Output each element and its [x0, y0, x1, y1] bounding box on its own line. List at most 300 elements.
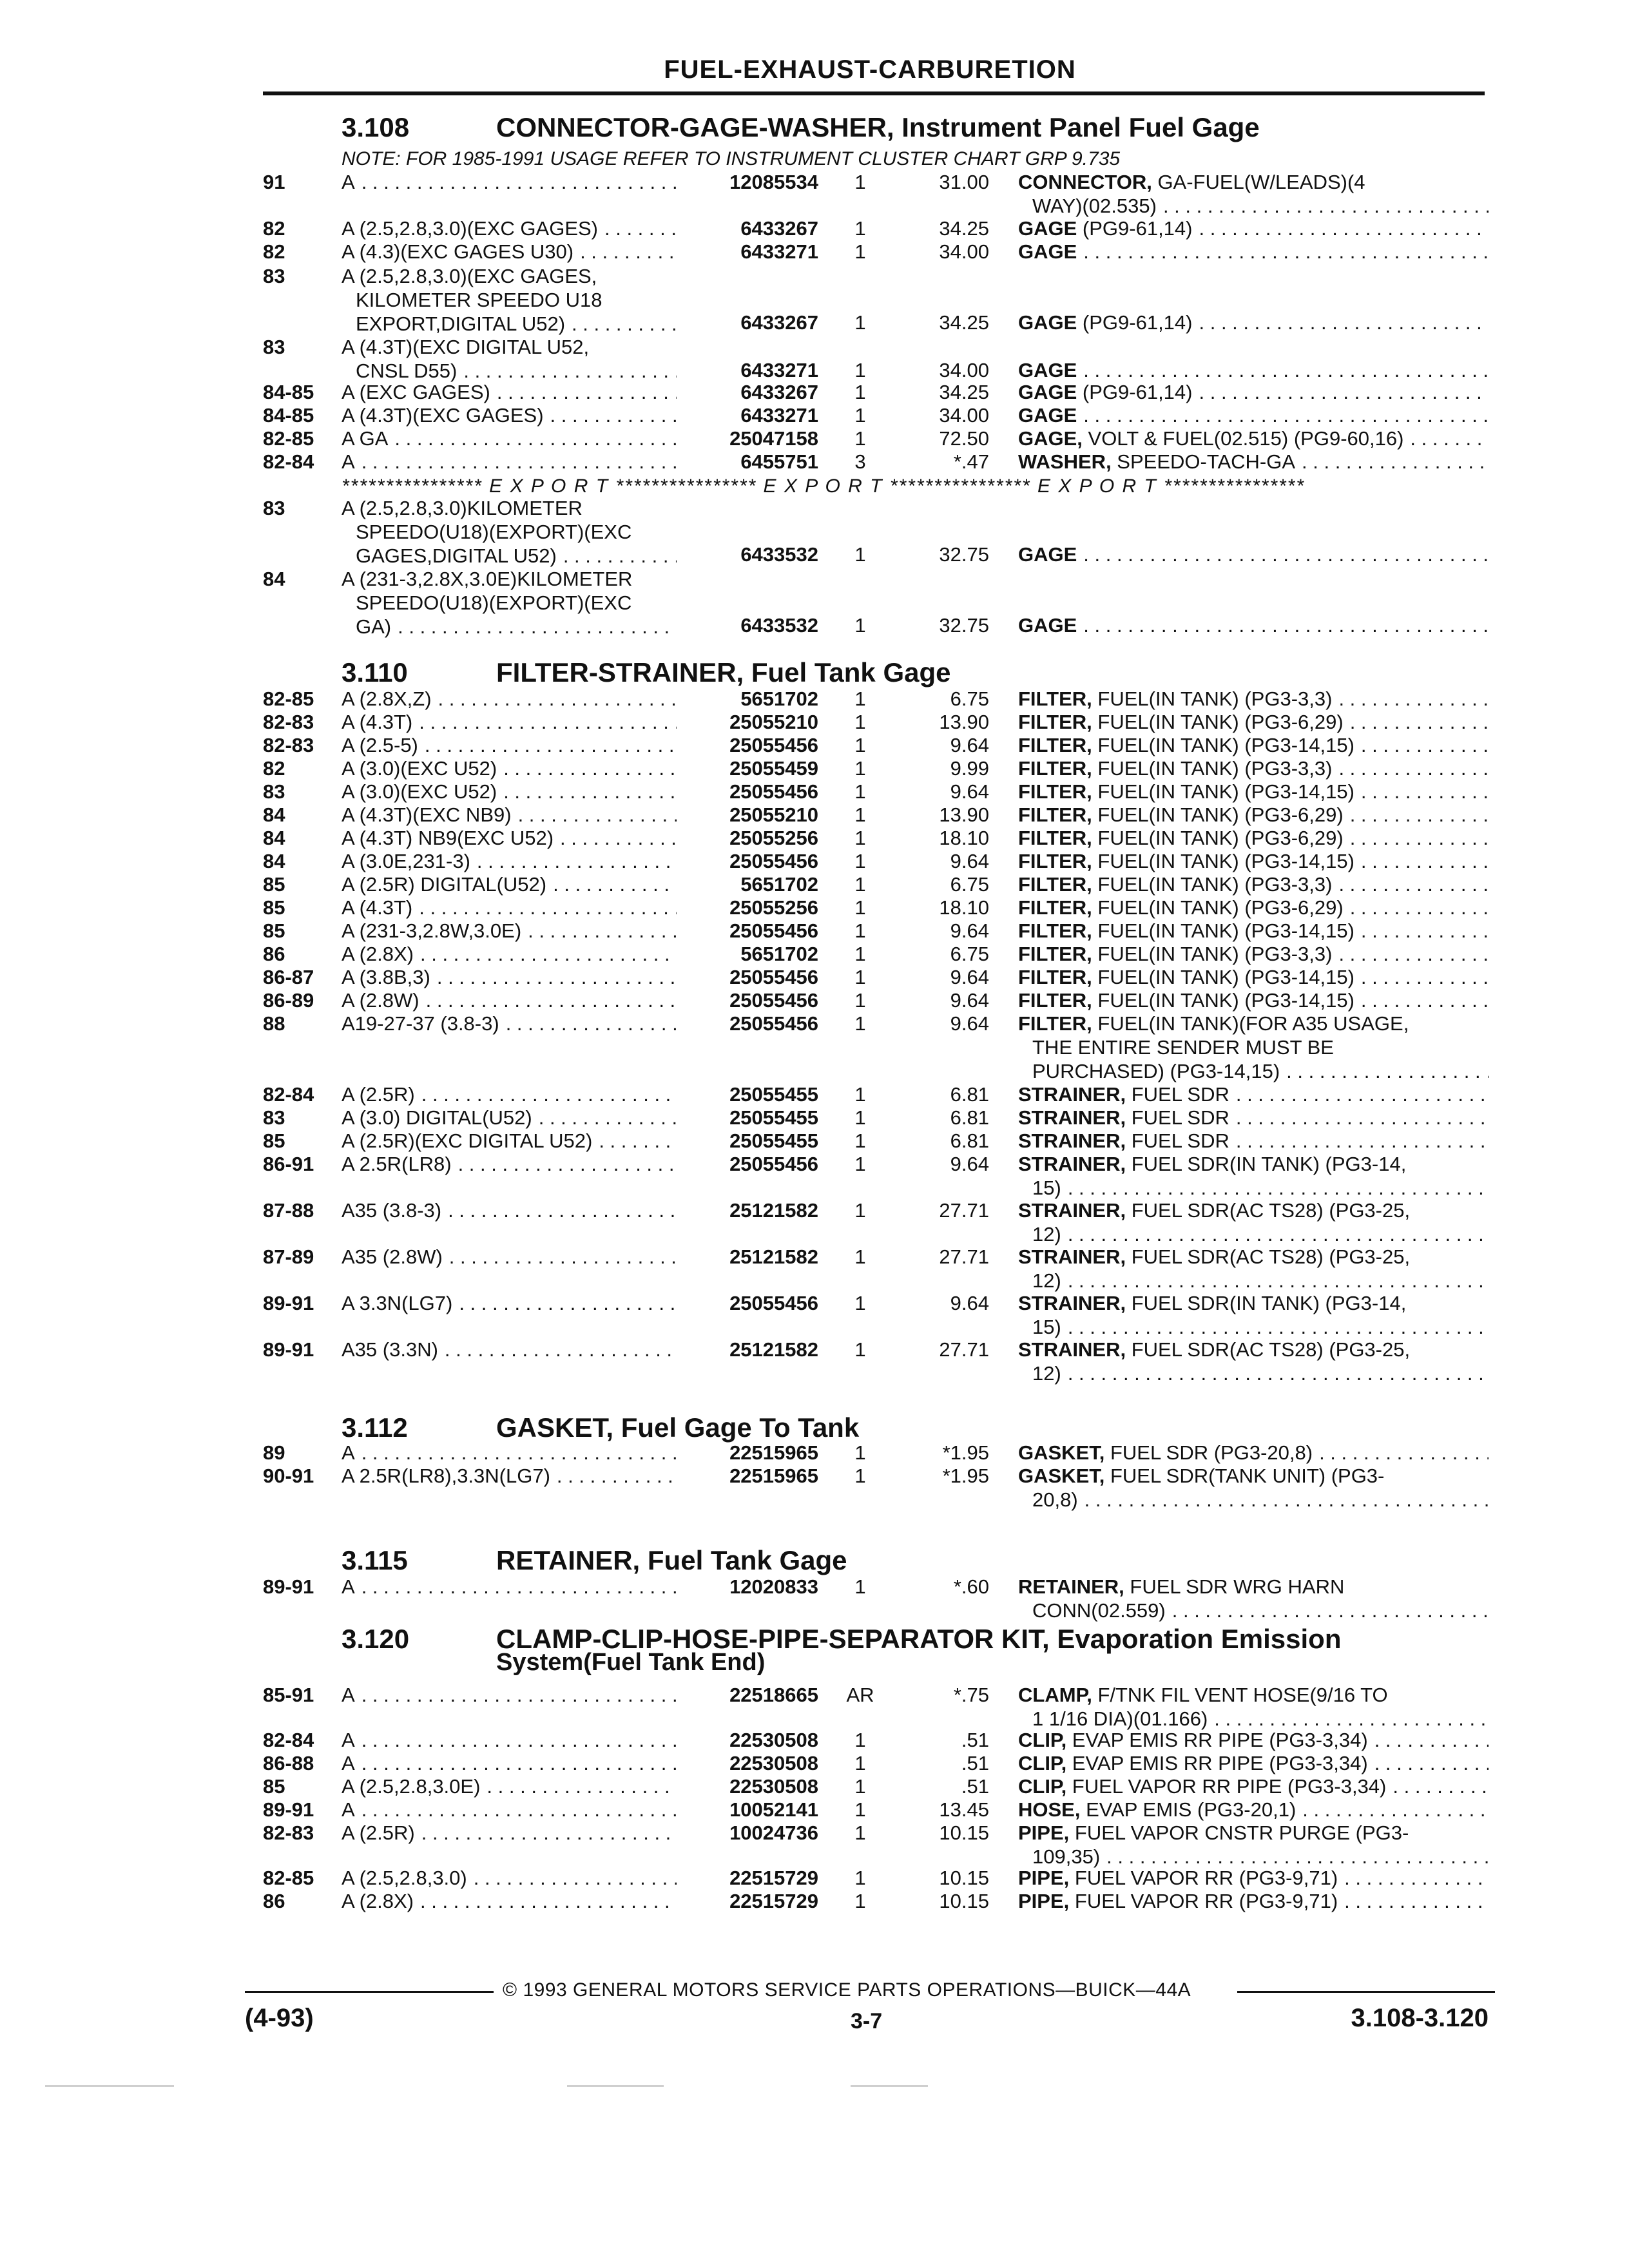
model-years: 89-91 — [263, 1575, 314, 1598]
model-years: 82-85 — [263, 687, 314, 710]
description-text: 109,35) — [1032, 1845, 1101, 1868]
part-number: 5651702 — [740, 943, 818, 965]
part-number: 22515729 — [729, 1890, 818, 1912]
price: 13.90 — [939, 711, 989, 733]
dot-leader — [503, 780, 677, 803]
description-line — [1018, 1599, 1489, 1622]
description-text: (PG9-61,14) — [1077, 311, 1193, 334]
description — [1018, 756, 1489, 780]
description-text: FUEL SDR(IN TANK) (PG3-14, — [1126, 1292, 1407, 1314]
description — [1018, 403, 1489, 427]
part-number: 25055455 — [729, 1106, 818, 1129]
part-name: STRAINER, — [1018, 1083, 1126, 1106]
description-text: FUEL SDR — [1126, 1083, 1229, 1106]
description-line — [1018, 427, 1489, 450]
application-line — [342, 896, 677, 919]
part-number: 6433267 — [740, 311, 818, 334]
dot-leader — [1361, 919, 1489, 943]
model-years: 85 — [263, 1775, 285, 1798]
part-number: 22515729 — [729, 1867, 818, 1889]
description-text: FUEL VAPOR RR (PG3-9,71) — [1069, 1867, 1338, 1889]
quantity: 1 — [854, 1575, 866, 1598]
part-number: 12085534 — [729, 171, 818, 193]
model-years: 84 — [263, 850, 285, 872]
dot-leader — [394, 427, 677, 450]
application-line — [342, 710, 677, 734]
quantity: 1 — [854, 1338, 866, 1361]
application-line-text: A (231-3,2.8W,3.0E) — [342, 919, 522, 942]
application — [342, 496, 677, 568]
description — [1018, 1338, 1489, 1385]
model-years: 82-83 — [263, 711, 314, 733]
application-line — [342, 1464, 677, 1488]
price: 10.15 — [939, 1890, 989, 1912]
application-line-text: A35 (3.8-3) — [342, 1199, 442, 1222]
part-name: HOSE, — [1018, 1798, 1081, 1821]
application-line — [342, 1683, 677, 1707]
quantity: 1 — [854, 966, 866, 988]
quantity: 1 — [854, 873, 866, 896]
description-line — [1018, 872, 1489, 896]
part-number: 25055256 — [729, 896, 818, 919]
application-line — [342, 450, 677, 474]
application — [342, 1245, 677, 1269]
quantity: 1 — [854, 1199, 866, 1222]
application-line — [342, 1821, 677, 1845]
scan-artifact — [45, 2085, 174, 2087]
application — [342, 450, 677, 474]
description-line — [1018, 450, 1489, 474]
application-line — [342, 591, 677, 615]
application — [342, 988, 677, 1012]
quantity: 1 — [854, 803, 866, 826]
quantity: 1 — [854, 896, 866, 919]
dot-leader — [503, 756, 677, 780]
dot-leader — [420, 1889, 677, 1913]
dot-leader — [1350, 896, 1489, 919]
description-line — [1018, 1035, 1489, 1059]
application-line — [342, 170, 677, 194]
price: 9.64 — [950, 966, 989, 988]
application — [342, 380, 677, 404]
quantity: 1 — [854, 1890, 866, 1912]
application — [342, 1198, 677, 1222]
description-line — [1018, 1728, 1489, 1752]
price: 13.45 — [939, 1798, 989, 1821]
dot-leader — [445, 1338, 677, 1361]
description-text: FUEL(IN TANK) (PG3-6,29) — [1092, 827, 1344, 849]
dot-leader — [1350, 803, 1489, 827]
price: .51 — [961, 1729, 989, 1751]
quantity: 1 — [854, 943, 866, 965]
application-line-text: CNSL D55) — [356, 360, 458, 382]
part-name: CONNECTOR, — [1018, 171, 1152, 193]
description — [1018, 1152, 1489, 1200]
part-name: GAGE, — [1018, 427, 1083, 450]
dot-leader — [557, 1464, 677, 1488]
quantity: 1 — [854, 1153, 866, 1175]
description-line — [1018, 1464, 1489, 1488]
application-line-text: EXPORT,DIGITAL U52) — [356, 312, 566, 335]
dot-leader — [1361, 965, 1489, 989]
description-text: FUEL SDR(TANK UNIT) (PG3- — [1104, 1465, 1385, 1487]
dot-leader — [550, 403, 677, 427]
description — [1018, 733, 1489, 757]
quantity: 1 — [854, 1752, 866, 1774]
part-name: STRAINER, — [1018, 1199, 1126, 1222]
application-line — [342, 216, 677, 240]
description-text: FUEL SDR(AC TS28) (PG3-25, — [1126, 1338, 1411, 1361]
application-line — [342, 1338, 677, 1361]
scan-artifact — [567, 2085, 664, 2087]
application-line-text: A (231-3,2.8X,3.0E)KILOMETER — [342, 568, 633, 590]
part-name: PIPE, — [1018, 1890, 1070, 1912]
description — [1018, 427, 1489, 450]
application — [342, 687, 677, 711]
dot-leader — [1068, 1222, 1489, 1246]
dot-leader — [1068, 1176, 1489, 1200]
export-label: E X P O R T — [1037, 476, 1164, 497]
quantity: 1 — [854, 1083, 866, 1106]
price: 6.75 — [950, 873, 989, 896]
price: 34.25 — [939, 311, 989, 334]
application-line — [342, 1129, 677, 1153]
application-line — [342, 803, 677, 827]
description-line — [1018, 1441, 1489, 1465]
application-line — [342, 1106, 677, 1129]
description-text: FUEL(IN TANK) (PG3-14,15) — [1092, 989, 1354, 1012]
description — [1018, 1129, 1489, 1153]
part-name: GAGE — [1018, 404, 1077, 427]
application — [342, 1866, 677, 1890]
quantity: 1 — [854, 311, 866, 334]
model-years: 82-83 — [263, 734, 314, 756]
application — [342, 427, 677, 450]
dot-leader — [361, 1728, 677, 1752]
dot-leader — [459, 1291, 677, 1315]
application-line — [342, 919, 677, 943]
application-line — [342, 687, 677, 711]
description-line — [1018, 803, 1489, 827]
description — [1018, 780, 1489, 803]
application-line-text: A (2.8X,Z) — [342, 687, 432, 710]
description-line — [1018, 1575, 1489, 1599]
dot-leader — [1214, 1707, 1489, 1731]
part-name: FILTER, — [1018, 711, 1092, 733]
application — [342, 849, 677, 873]
description — [1018, 965, 1489, 989]
application — [342, 335, 677, 383]
part-name: RETAINER, — [1018, 1575, 1124, 1598]
part-number: 22530508 — [729, 1775, 818, 1798]
application-line — [342, 1866, 677, 1890]
dot-leader — [1083, 543, 1489, 566]
dot-leader — [1172, 1599, 1489, 1622]
section-heading: CONNECTOR-GAGE-WASHER, Instrument Panel Fuel Gage — [496, 112, 1260, 142]
dot-leader — [572, 312, 677, 336]
application-line — [342, 1575, 677, 1599]
application — [342, 1464, 677, 1488]
model-years: 89-91 — [263, 1798, 314, 1821]
application — [342, 710, 677, 734]
description — [1018, 803, 1489, 827]
description-text: GA-FUEL(W/LEADS)(4 — [1152, 171, 1365, 193]
description-text: FUEL(IN TANK) (PG3-14,15) — [1092, 966, 1354, 988]
description-text: FUEL(IN TANK) (PG3-6,29) — [1092, 711, 1344, 733]
dot-leader — [1319, 1441, 1489, 1465]
description — [1018, 1441, 1489, 1465]
description-text: EVAP EMIS RR PIPE (PG3-3,34) — [1066, 1752, 1368, 1774]
part-number: 6455751 — [740, 450, 818, 473]
application-line-text: A (2.5R)(EXC DIGITAL U52) — [342, 1129, 593, 1152]
dot-leader — [1338, 942, 1489, 966]
model-years: 82-84 — [263, 450, 314, 473]
application-line-text: A (2.5,2.8,3.0E) — [342, 1775, 481, 1798]
quantity: 1 — [854, 850, 866, 872]
price: 9.99 — [950, 757, 989, 780]
application-line — [342, 403, 677, 427]
application-line-text: A35 (2.8W) — [342, 1245, 443, 1268]
part-name: GAGE — [1018, 217, 1077, 240]
application-line-text: A (4.3T) — [342, 896, 413, 919]
part-name: PIPE, — [1018, 1821, 1070, 1844]
model-years: 90-91 — [263, 1465, 314, 1487]
quantity: 1 — [854, 217, 866, 240]
quantity: 1 — [854, 1441, 866, 1464]
application — [342, 1683, 677, 1707]
application-line-text: A 2.5R(LR8),3.3N(LG7) — [342, 1465, 550, 1487]
quantity: 1 — [854, 1798, 866, 1821]
application-line — [342, 312, 677, 336]
section-number: 3.110 — [342, 657, 408, 687]
application-line-text: A (3.0) DIGITAL(U52) — [342, 1106, 532, 1129]
quantity: 1 — [854, 404, 866, 427]
application-line — [342, 615, 677, 639]
part-number: 6433532 — [740, 614, 818, 637]
dot-leader — [1338, 872, 1489, 896]
quantity: 1 — [854, 1292, 866, 1314]
description-line — [1018, 687, 1489, 711]
description-line — [1018, 403, 1489, 427]
application-line-text: A (2.8W) — [342, 989, 419, 1012]
description — [1018, 687, 1489, 711]
description-text: SPEEDO-TACH-GA — [1111, 450, 1296, 473]
application — [342, 1441, 677, 1465]
application-line-text: A (3.0)(EXC U52) — [342, 780, 497, 803]
part-name: FILTER, — [1018, 943, 1092, 965]
description-line — [1018, 756, 1489, 780]
quantity: 1 — [854, 1729, 866, 1751]
part-name: STRAINER, — [1018, 1245, 1126, 1268]
application — [342, 1291, 677, 1315]
dot-leader — [560, 826, 677, 850]
application-line — [342, 288, 677, 312]
application-line — [342, 1889, 677, 1913]
model-years: 86 — [263, 943, 285, 965]
quantity: 1 — [854, 1465, 866, 1487]
application-line-text: A — [342, 450, 355, 473]
application-line — [342, 520, 677, 544]
description — [1018, 896, 1489, 919]
part-name: GAGE — [1018, 311, 1077, 334]
part-name: FILTER, — [1018, 919, 1092, 942]
application-line-text: A (4.3T)(EXC NB9) — [342, 803, 512, 826]
application — [342, 1106, 677, 1129]
application-line-text: A (4.3T) NB9(EXC U52) — [342, 827, 554, 849]
application-line-text: A (3.0E,231-3) — [342, 850, 470, 872]
model-years: 86-89 — [263, 989, 314, 1012]
description-line — [1018, 1082, 1489, 1106]
dot-leader — [563, 544, 677, 568]
description — [1018, 1798, 1489, 1821]
dot-leader — [1361, 849, 1489, 873]
dot-leader — [1338, 687, 1489, 711]
quantity: 1 — [854, 919, 866, 942]
description-text: PURCHASED) (PG3-14,15) — [1032, 1060, 1280, 1082]
part-number: 25055456 — [729, 919, 818, 942]
section-heading: CLAMP-CLIP-HOSE-PIPE-SEPARATOR KIT, Evaporation Emission — [496, 1624, 1342, 1654]
application-line — [342, 780, 677, 803]
dot-leader — [477, 849, 677, 873]
description-text: FUEL(IN TANK) (PG3-6,29) — [1092, 803, 1344, 826]
dot-leader — [361, 170, 677, 194]
part-number: 25121582 — [729, 1338, 818, 1361]
price: 32.75 — [939, 543, 989, 566]
dot-leader — [1236, 1129, 1489, 1153]
description-text: 15) — [1032, 1177, 1061, 1199]
dot-leader — [1374, 1751, 1489, 1775]
model-years: 82-84 — [263, 1729, 314, 1751]
description-line — [1018, 1683, 1489, 1707]
description — [1018, 1012, 1489, 1083]
application-line — [342, 942, 677, 966]
description-text: (PG9-61,14) — [1077, 381, 1193, 403]
description-line — [1018, 1012, 1489, 1035]
description-text: VOLT & FUEL(02.515) (PG9-60,16) — [1082, 427, 1404, 450]
part-name: CLIP, — [1018, 1729, 1067, 1751]
application-line — [342, 264, 677, 288]
description-text: FUEL SDR(AC TS28) (PG3-25, — [1126, 1245, 1411, 1268]
price: 27.71 — [939, 1199, 989, 1222]
description-text: FUEL(IN TANK) (PG3-3,3) — [1092, 873, 1333, 896]
dot-leader — [1302, 1798, 1489, 1821]
dot-leader — [361, 1441, 677, 1465]
description-text: FUEL SDR — [1126, 1129, 1229, 1152]
part-name: FILTER, — [1018, 757, 1092, 780]
part-name: FILTER, — [1018, 827, 1092, 849]
price: 9.64 — [950, 780, 989, 803]
description — [1018, 240, 1489, 264]
description — [1018, 826, 1489, 850]
application-line-text: A (2.5R) — [342, 1083, 415, 1106]
application-line — [342, 544, 677, 568]
application-line-text: A 2.5R(LR8) — [342, 1153, 452, 1175]
part-number: 22515965 — [729, 1465, 818, 1487]
part-name: FILTER, — [1018, 966, 1092, 988]
application-line-text: A (3.8B,3) — [342, 966, 430, 988]
price: 34.25 — [939, 381, 989, 403]
description — [1018, 1082, 1489, 1106]
description-text: CONN(02.559) — [1032, 1599, 1166, 1622]
application — [342, 1338, 677, 1361]
description-text: FUEL SDR(AC TS28) (PG3-25, — [1126, 1199, 1411, 1222]
part-name: CLIP, — [1018, 1752, 1067, 1774]
description-text: FUEL VAPOR CNSTR PURGE (PG3- — [1069, 1821, 1409, 1844]
description-line — [1018, 380, 1489, 404]
description — [1018, 1198, 1489, 1246]
description-line — [1018, 1798, 1489, 1821]
description-line — [1018, 194, 1489, 218]
description-line — [1018, 240, 1489, 264]
description-text: 1 1/16 DIA)(01.166) — [1032, 1707, 1208, 1730]
quantity: AR — [846, 1684, 874, 1706]
model-years: 91 — [263, 171, 285, 193]
description-line — [1018, 1059, 1489, 1083]
application-line — [342, 1012, 677, 1035]
description — [1018, 1774, 1489, 1798]
description-text: F/TNK FIL VENT HOSE(9/16 TO — [1092, 1684, 1388, 1706]
description-text: FUEL(IN TANK) (PG3-14,15) — [1092, 850, 1354, 872]
description-line — [1018, 896, 1489, 919]
part-number: 6433271 — [740, 404, 818, 427]
part-name: FILTER, — [1018, 850, 1092, 872]
dot-leader — [361, 450, 677, 474]
dot-leader — [1302, 450, 1489, 474]
quantity: 1 — [854, 1821, 866, 1844]
dot-leader — [1068, 1361, 1489, 1385]
quantity: 1 — [854, 240, 866, 263]
description — [1018, 1728, 1489, 1752]
part-name: GAGE — [1018, 543, 1077, 566]
section-heading: GASKET, Fuel Gage To Tank — [496, 1412, 860, 1443]
price: 31.00 — [939, 171, 989, 193]
description — [1018, 1866, 1489, 1890]
application-line-text: A (4.3T)(EXC GAGES) — [342, 404, 544, 427]
quantity: 1 — [854, 734, 866, 756]
model-years: 88 — [263, 1012, 285, 1035]
description-text: FUEL(IN TANK) (PG3-14,15) — [1092, 780, 1354, 803]
part-number: 25055456 — [729, 850, 818, 872]
model-years: 86-91 — [263, 1153, 314, 1175]
price: 6.81 — [950, 1106, 989, 1129]
part-number: 25055455 — [729, 1129, 818, 1152]
model-years: 82-85 — [263, 1867, 314, 1889]
application-line — [342, 1798, 677, 1821]
description-text: FUEL VAPOR RR (PG3-9,71) — [1069, 1890, 1338, 1912]
quantity: 1 — [854, 827, 866, 849]
part-number: 22530508 — [729, 1729, 818, 1751]
description-line — [1018, 1129, 1489, 1153]
application-line — [342, 756, 677, 780]
application — [342, 1751, 677, 1775]
application — [342, 1728, 677, 1752]
dot-leader — [1236, 1106, 1489, 1129]
scan-artifact — [851, 2085, 928, 2087]
model-years: 84 — [263, 568, 285, 590]
part-name: STRAINER, — [1018, 1292, 1126, 1314]
application-line-text: KILOMETER SPEEDO U18 — [356, 289, 602, 311]
dot-leader — [449, 1245, 677, 1269]
application-line-text: A (4.3T)(EXC DIGITAL U52, — [342, 336, 590, 358]
price: 32.75 — [939, 614, 989, 637]
application-line-text: A — [342, 1575, 355, 1598]
part-number: 6433267 — [740, 217, 818, 240]
quantity: 1 — [854, 711, 866, 733]
quantity: 1 — [854, 543, 866, 566]
description — [1018, 1575, 1489, 1622]
dot-leader — [1350, 710, 1489, 734]
export-stars: **************** — [342, 476, 490, 497]
